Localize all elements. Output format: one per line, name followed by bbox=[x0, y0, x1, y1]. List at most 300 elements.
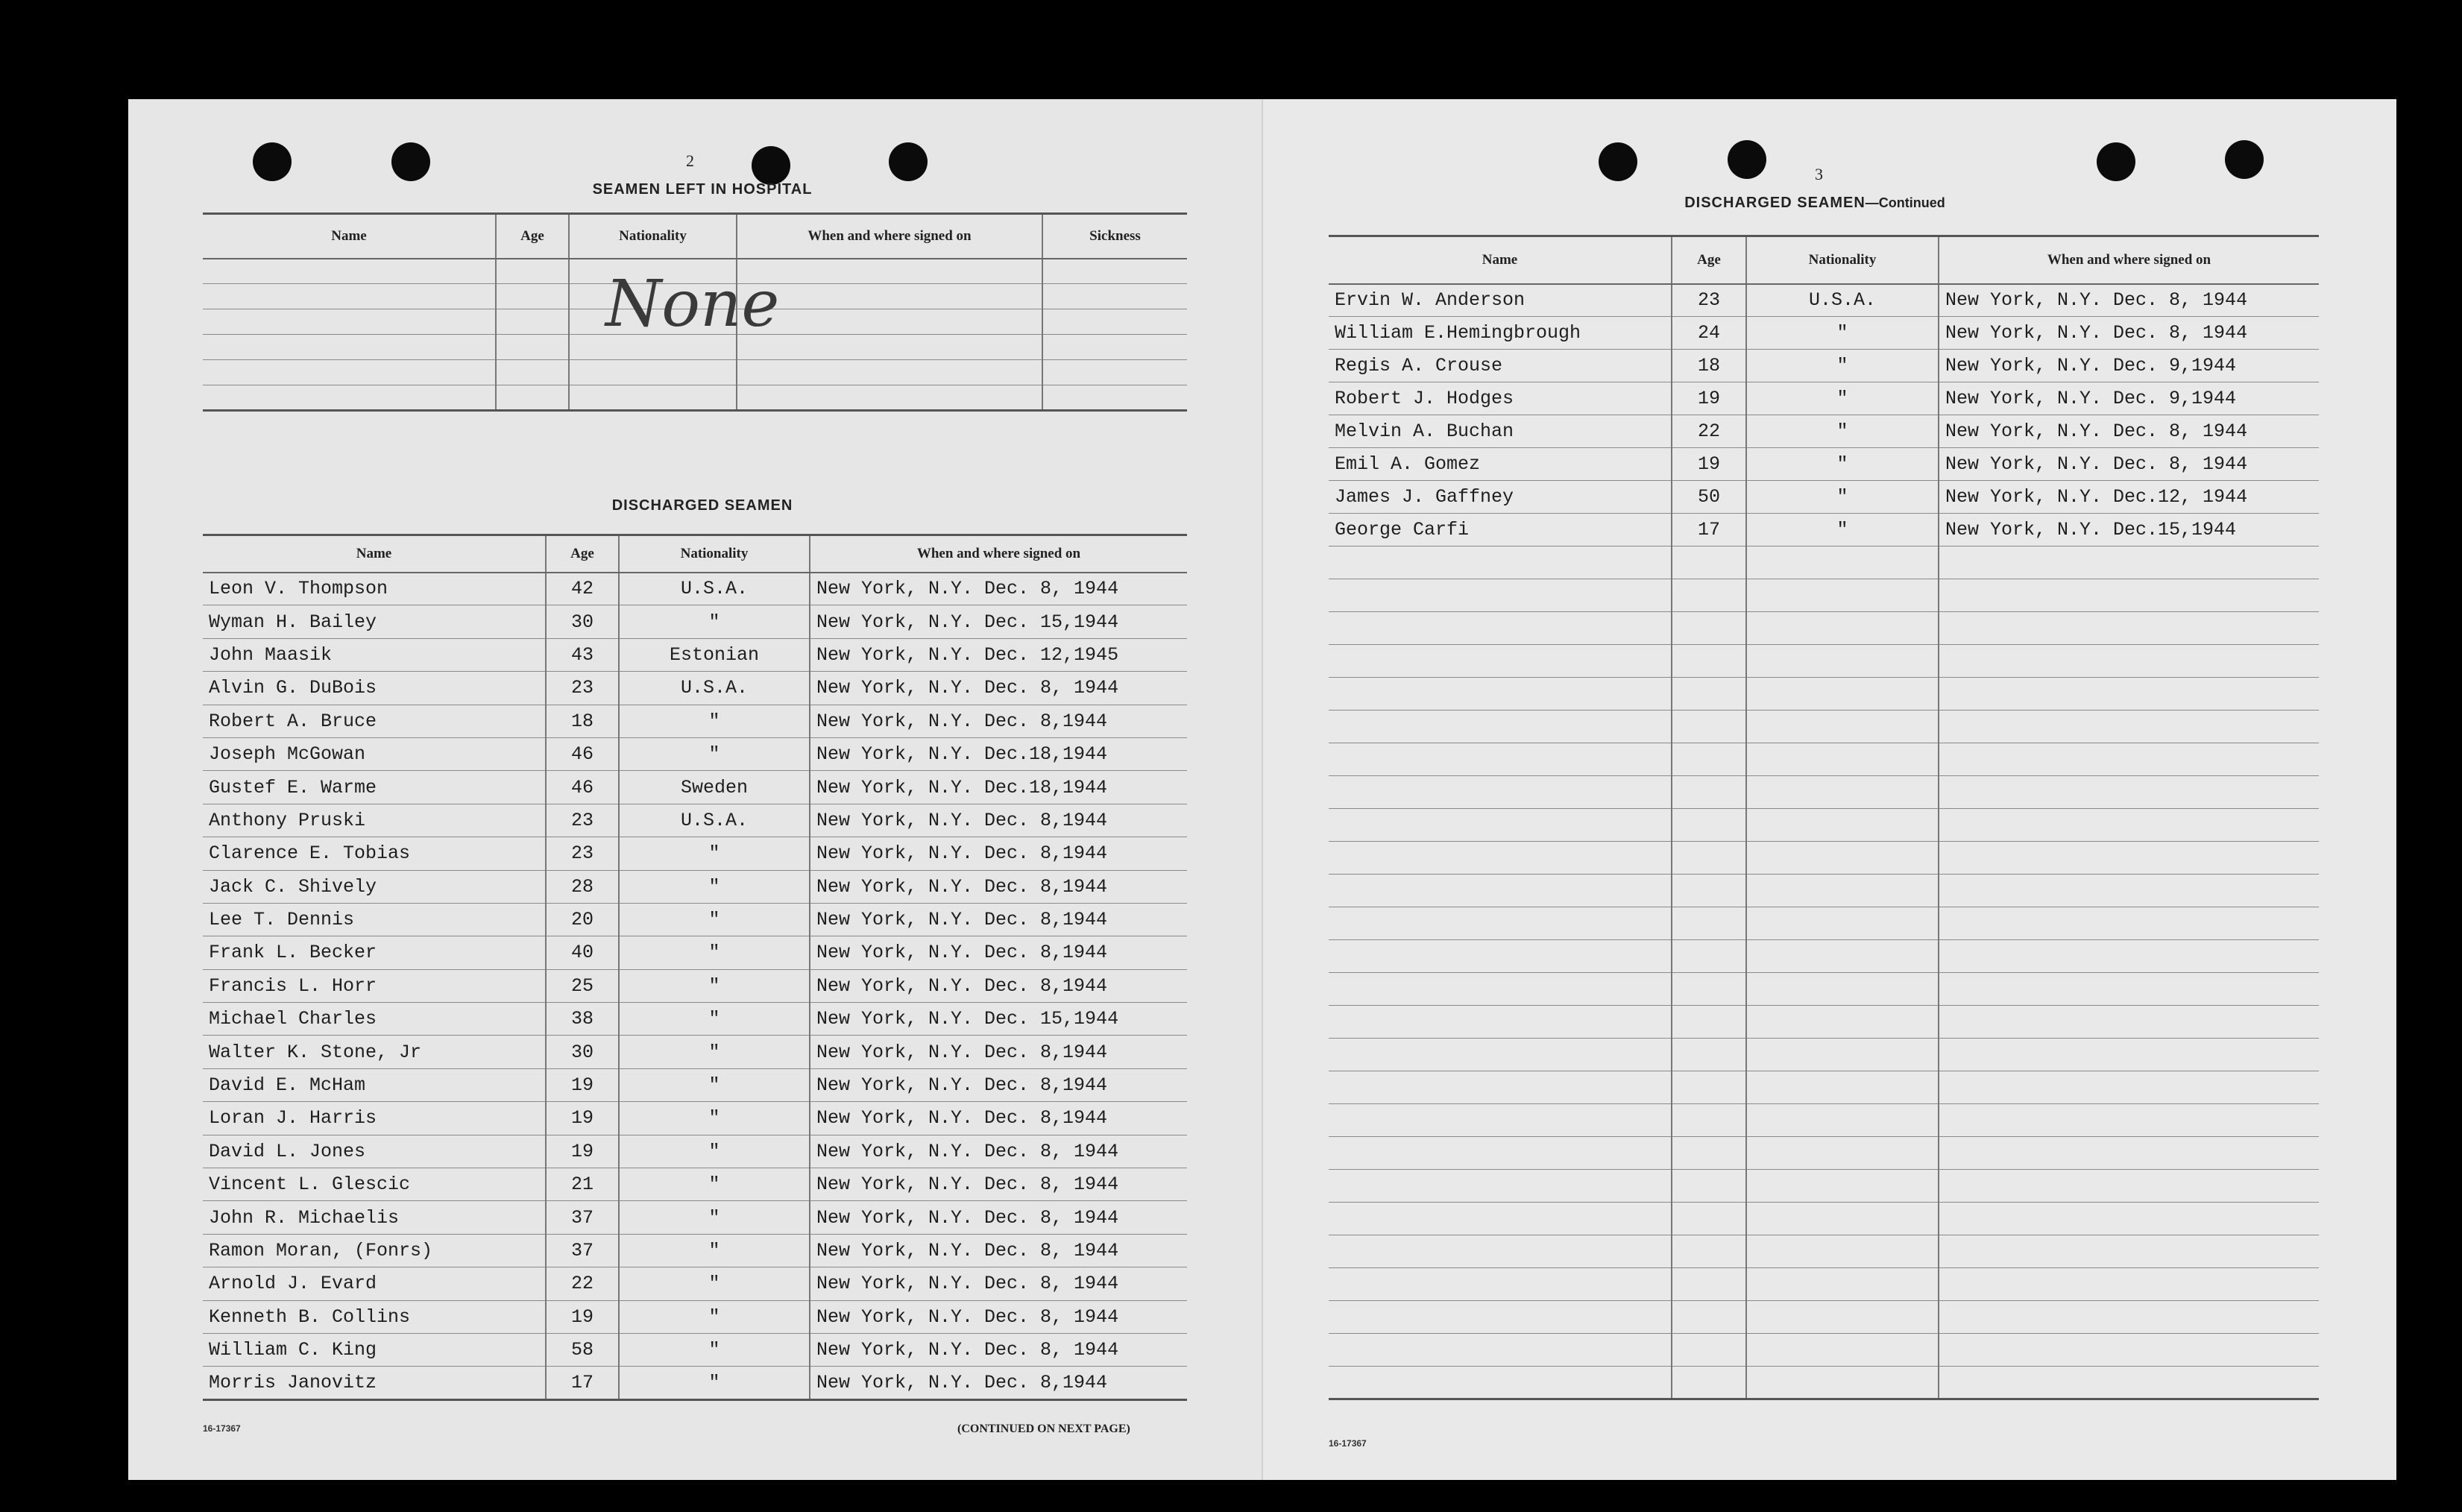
table-row bbox=[203, 605, 1187, 638]
blank-cell bbox=[1939, 1104, 2319, 1137]
seaman-age: 19 bbox=[1672, 382, 1746, 415]
blank-cell bbox=[1939, 973, 2319, 1006]
seaman-age: 23 bbox=[546, 837, 619, 870]
blank-row bbox=[1329, 875, 2319, 907]
blank-row bbox=[1329, 678, 2319, 711]
blank-cell bbox=[1939, 842, 2319, 875]
blank-cell bbox=[1329, 1170, 1672, 1203]
seaman-age: 46 bbox=[546, 737, 619, 770]
seaman-name: Robert J. Hodges bbox=[1329, 382, 1672, 415]
blank-cell bbox=[1329, 743, 1672, 776]
seaman-nationality: " bbox=[619, 1201, 810, 1234]
blank-cell bbox=[1939, 1268, 2319, 1301]
blank-cell bbox=[496, 385, 569, 411]
seaman-name: John Maasik bbox=[203, 638, 546, 671]
signed-on: New York, N.Y. Dec. 8, 1944 bbox=[810, 1201, 1187, 1234]
blank-cell bbox=[737, 284, 1042, 309]
column-header-age: Age bbox=[1672, 236, 1746, 284]
seaman-name: Leon V. Thompson bbox=[203, 573, 546, 605]
table-row bbox=[203, 804, 1187, 837]
blank-cell bbox=[1329, 678, 1672, 711]
signed-on: New York, N.Y. Dec. 8,1944 bbox=[810, 705, 1187, 737]
blank-cell bbox=[203, 284, 496, 309]
blank-cell bbox=[737, 259, 1042, 284]
signed-on: New York, N.Y. Dec. 8, 1944 bbox=[1939, 448, 2319, 481]
blank-row bbox=[1329, 612, 2319, 645]
seaman-name: William C. King bbox=[203, 1333, 546, 1366]
seaman-name: Regis A. Crouse bbox=[1329, 350, 1672, 382]
hospital-section-title: SEAMEN LEFT IN HOSPITAL bbox=[592, 181, 813, 198]
blank-row bbox=[203, 385, 1187, 411]
blank-cell bbox=[1672, 940, 1746, 973]
blank-cell bbox=[1672, 875, 1746, 907]
signed-on: New York, N.Y. Dec. 8,1944 bbox=[810, 1367, 1187, 1399]
signed-on: New York, N.Y. Dec. 8,1944 bbox=[810, 1102, 1187, 1135]
continued-note: (CONTINUED ON NEXT PAGE) bbox=[957, 1423, 1130, 1435]
blank-cell bbox=[1672, 1367, 1746, 1399]
seaman-age: 23 bbox=[1672, 284, 1746, 317]
seaman-age: 18 bbox=[546, 705, 619, 737]
blank-cell bbox=[1672, 1334, 1746, 1367]
column-header-name: Name bbox=[203, 535, 546, 573]
seaman-age: 19 bbox=[546, 1135, 619, 1168]
blank-cell bbox=[203, 335, 496, 360]
seaman-nationality: " bbox=[619, 1168, 810, 1201]
blank-cell bbox=[1672, 1301, 1746, 1334]
seaman-name: Ramon Moran, (Fonrs) bbox=[203, 1234, 546, 1267]
punch-hole bbox=[1599, 142, 1637, 181]
discharged-table bbox=[203, 534, 1187, 1401]
blank-cell bbox=[1939, 907, 2319, 940]
column-header-signed-on: When and where signed on bbox=[737, 214, 1042, 259]
punch-hole bbox=[391, 142, 430, 181]
blank-cell bbox=[1746, 645, 1939, 678]
title-text: DISCHARGED SEAMEN bbox=[1684, 195, 1866, 211]
seaman-age: 40 bbox=[546, 936, 619, 969]
column-header-name: Name bbox=[203, 214, 496, 259]
blank-cell bbox=[569, 385, 737, 411]
seaman-nationality: " bbox=[619, 1300, 810, 1333]
blank-cell bbox=[496, 360, 569, 385]
seaman-name: Anthony Pruski bbox=[203, 804, 546, 837]
seaman-name: Loran J. Harris bbox=[203, 1102, 546, 1135]
seaman-age: 19 bbox=[546, 1068, 619, 1101]
signed-on: New York, N.Y. Dec. 8, 1944 bbox=[1939, 284, 2319, 317]
blank-cell bbox=[1329, 546, 1672, 579]
seaman-age: 58 bbox=[546, 1333, 619, 1366]
blank-cell bbox=[1042, 259, 1187, 284]
blank-cell bbox=[1746, 842, 1939, 875]
blank-cell bbox=[1329, 842, 1672, 875]
blank-row bbox=[1329, 973, 2319, 1006]
punch-hole bbox=[1728, 140, 1766, 179]
blank-row bbox=[1329, 1039, 2319, 1071]
blank-row bbox=[1329, 1203, 2319, 1235]
seaman-name: Walter K. Stone, Jr bbox=[203, 1036, 546, 1068]
blank-row bbox=[1329, 940, 2319, 973]
seaman-age: 37 bbox=[546, 1234, 619, 1267]
blank-cell bbox=[1746, 1268, 1939, 1301]
blank-cell bbox=[1329, 1235, 1672, 1268]
blank-cell bbox=[1939, 612, 2319, 645]
page-number: 3 bbox=[1815, 165, 1823, 183]
seaman-nationality: Sweden bbox=[619, 771, 810, 804]
blank-cell bbox=[1939, 1301, 2319, 1334]
signed-on: New York, N.Y. Dec.12, 1944 bbox=[1939, 481, 2319, 514]
signed-on: New York, N.Y. Dec. 8,1944 bbox=[810, 804, 1187, 837]
blank-cell bbox=[1329, 776, 1672, 809]
blank-cell bbox=[1746, 875, 1939, 907]
blank-row bbox=[1329, 1137, 2319, 1170]
blank-cell bbox=[1672, 1006, 1746, 1039]
seaman-nationality: U.S.A. bbox=[1746, 284, 1939, 317]
blank-cell bbox=[1746, 907, 1939, 940]
blank-row bbox=[1329, 645, 2319, 678]
table-row bbox=[1329, 317, 2319, 350]
seaman-age: 42 bbox=[546, 573, 619, 605]
blank-cell bbox=[1329, 940, 1672, 973]
discharged-continued-title bbox=[1621, 195, 2009, 212]
seaman-name: Emil A. Gomez bbox=[1329, 448, 1672, 481]
blank-row bbox=[1329, 579, 2319, 612]
blank-row bbox=[1329, 1071, 2319, 1104]
seaman-name: Joseph McGowan bbox=[203, 737, 546, 770]
blank-cell bbox=[1746, 1071, 1939, 1104]
column-header-nationality: Nationality bbox=[569, 214, 737, 259]
seaman-name: Vincent L. Glescic bbox=[203, 1168, 546, 1201]
blank-cell bbox=[569, 360, 737, 385]
seaman-name: Melvin A. Buchan bbox=[1329, 415, 1672, 448]
blank-cell bbox=[1939, 711, 2319, 743]
blank-cell bbox=[737, 309, 1042, 335]
seaman-nationality: " bbox=[619, 1367, 810, 1399]
blank-cell bbox=[1042, 385, 1187, 411]
seaman-name: John R. Michaelis bbox=[203, 1201, 546, 1234]
blank-cell bbox=[1672, 579, 1746, 612]
blank-cell bbox=[1329, 1268, 1672, 1301]
seaman-name: Arnold J. Evard bbox=[203, 1267, 546, 1300]
seaman-nationality: " bbox=[1746, 514, 1939, 546]
seaman-name: Morris Janovitz bbox=[203, 1367, 546, 1399]
signed-on: New York, N.Y. Dec.18,1944 bbox=[810, 737, 1187, 770]
table-row bbox=[203, 1201, 1187, 1234]
table-row bbox=[203, 903, 1187, 936]
table-row bbox=[1329, 284, 2319, 317]
blank-cell bbox=[1939, 776, 2319, 809]
blank-cell bbox=[1329, 973, 1672, 1006]
handwritten-none-entry: None bbox=[605, 267, 780, 341]
signed-on: New York, N.Y. Dec. 8, 1944 bbox=[810, 672, 1187, 705]
seaman-age: 46 bbox=[546, 771, 619, 804]
table-row bbox=[203, 1267, 1187, 1300]
seaman-nationality: " bbox=[1746, 448, 1939, 481]
seaman-age: 18 bbox=[1672, 350, 1746, 382]
seaman-age: 21 bbox=[546, 1168, 619, 1201]
signed-on: New York, N.Y. Dec. 8,1944 bbox=[810, 870, 1187, 903]
seaman-age: 19 bbox=[546, 1102, 619, 1135]
seaman-nationality: " bbox=[619, 737, 810, 770]
blank-cell bbox=[1746, 809, 1939, 842]
blank-cell bbox=[1939, 546, 2319, 579]
blank-cell bbox=[1746, 1334, 1939, 1367]
left-page bbox=[128, 99, 1262, 1480]
blank-cell bbox=[1746, 776, 1939, 809]
blank-cell bbox=[1042, 309, 1187, 335]
seaman-age: 17 bbox=[1672, 514, 1746, 546]
seaman-nationality: " bbox=[619, 605, 810, 638]
blank-cell bbox=[1329, 1367, 1672, 1399]
blank-cell bbox=[1329, 809, 1672, 842]
signed-on: New York, N.Y. Dec. 8, 1944 bbox=[1939, 415, 2319, 448]
blank-row bbox=[1329, 842, 2319, 875]
table-row bbox=[203, 1003, 1187, 1036]
seaman-age: 19 bbox=[546, 1300, 619, 1333]
blank-cell bbox=[1672, 1268, 1746, 1301]
blank-cell bbox=[1672, 1104, 1746, 1137]
seaman-nationality: " bbox=[619, 936, 810, 969]
seaman-nationality: " bbox=[619, 1003, 810, 1036]
table-row bbox=[203, 1102, 1187, 1135]
blank-row bbox=[1329, 776, 2319, 809]
column-header-nationality: Nationality bbox=[619, 535, 810, 573]
blank-cell bbox=[1746, 1039, 1939, 1071]
blank-cell bbox=[1746, 1104, 1939, 1137]
blank-cell bbox=[737, 360, 1042, 385]
table-row bbox=[203, 837, 1187, 870]
blank-cell bbox=[203, 360, 496, 385]
blank-cell bbox=[1939, 1071, 2319, 1104]
seaman-name: William E.Hemingbrough bbox=[1329, 317, 1672, 350]
table-row bbox=[203, 1135, 1187, 1168]
form-code: 16-17367 bbox=[203, 1423, 241, 1434]
blank-cell bbox=[1672, 842, 1746, 875]
seaman-age: 38 bbox=[546, 1003, 619, 1036]
blank-cell bbox=[1746, 612, 1939, 645]
seaman-nationality: " bbox=[619, 969, 810, 1002]
blank-cell bbox=[1746, 743, 1939, 776]
blank-cell bbox=[1329, 1006, 1672, 1039]
seaman-age: 22 bbox=[546, 1267, 619, 1300]
blank-cell bbox=[1329, 1334, 1672, 1367]
seaman-nationality: " bbox=[619, 1036, 810, 1068]
table-row bbox=[203, 1367, 1187, 1399]
blank-cell bbox=[1939, 1203, 2319, 1235]
seaman-age: 30 bbox=[546, 605, 619, 638]
blank-cell bbox=[203, 259, 496, 284]
blank-row bbox=[1329, 1301, 2319, 1334]
blank-cell bbox=[1672, 546, 1746, 579]
blank-cell bbox=[203, 385, 496, 411]
seaman-age: 50 bbox=[1672, 481, 1746, 514]
discharged-continued-table bbox=[1329, 235, 2319, 1400]
seaman-nationality: " bbox=[1746, 415, 1939, 448]
seaman-nationality: " bbox=[619, 1102, 810, 1135]
blank-cell bbox=[1746, 1367, 1939, 1399]
blank-row bbox=[1329, 1006, 2319, 1039]
column-header-sickness: Sickness bbox=[1042, 214, 1187, 259]
seaman-age: 24 bbox=[1672, 317, 1746, 350]
blank-row bbox=[1329, 809, 2319, 842]
seaman-nationality: " bbox=[619, 705, 810, 737]
signed-on: New York, N.Y. Dec. 12,1945 bbox=[810, 638, 1187, 671]
table-row bbox=[1329, 481, 2319, 514]
signed-on: New York, N.Y. Dec. 8,1944 bbox=[810, 903, 1187, 936]
blank-cell bbox=[1042, 284, 1187, 309]
blank-cell bbox=[1672, 1039, 1746, 1071]
blank-cell bbox=[1939, 1006, 2319, 1039]
table-row bbox=[203, 870, 1187, 903]
blank-cell bbox=[1042, 360, 1187, 385]
blank-cell bbox=[1939, 940, 2319, 973]
seaman-nationality: " bbox=[619, 1267, 810, 1300]
table-row bbox=[203, 1234, 1187, 1267]
signed-on: New York, N.Y. Dec. 8, 1944 bbox=[810, 1168, 1187, 1201]
punch-hole bbox=[253, 142, 292, 181]
signed-on: New York, N.Y. Dec. 8, 1944 bbox=[1939, 317, 2319, 350]
blank-cell bbox=[1329, 1039, 1672, 1071]
signed-on: New York, N.Y. Dec. 8,1944 bbox=[810, 837, 1187, 870]
seaman-name: Jack C. Shively bbox=[203, 870, 546, 903]
form-code: 16-17367 bbox=[1329, 1438, 1367, 1449]
blank-cell bbox=[1746, 1137, 1939, 1170]
punch-hole bbox=[2097, 142, 2135, 181]
seaman-age: 37 bbox=[546, 1201, 619, 1234]
seaman-name: David L. Jones bbox=[203, 1135, 546, 1168]
blank-cell bbox=[1672, 1203, 1746, 1235]
blank-cell bbox=[1939, 875, 2319, 907]
signed-on: New York, N.Y. Dec. 9,1944 bbox=[1939, 382, 2319, 415]
seaman-name: George Carfi bbox=[1329, 514, 1672, 546]
seaman-nationality: " bbox=[1746, 350, 1939, 382]
blank-cell bbox=[1329, 612, 1672, 645]
blank-cell bbox=[1329, 907, 1672, 940]
right-page bbox=[1262, 99, 2396, 1480]
table-row bbox=[203, 1300, 1187, 1333]
blank-cell bbox=[1746, 1006, 1939, 1039]
seaman-age: 23 bbox=[546, 804, 619, 837]
blank-cell bbox=[1746, 1301, 1939, 1334]
punch-hole bbox=[889, 142, 928, 181]
seaman-age: 20 bbox=[546, 903, 619, 936]
discharged-section-title: DISCHARGED SEAMEN bbox=[611, 497, 793, 514]
blank-cell bbox=[1672, 1235, 1746, 1268]
title-suffix: —Continued bbox=[1865, 195, 1945, 210]
table-row bbox=[1329, 514, 2319, 546]
blank-row bbox=[1329, 711, 2319, 743]
blank-cell bbox=[1939, 743, 2319, 776]
column-header-age: Age bbox=[496, 214, 569, 259]
seaman-name: Gustef E. Warme bbox=[203, 771, 546, 804]
seaman-age: 22 bbox=[1672, 415, 1746, 448]
signed-on: New York, N.Y. Dec.18,1944 bbox=[810, 771, 1187, 804]
seaman-age: 43 bbox=[546, 638, 619, 671]
blank-row bbox=[203, 360, 1187, 385]
table-row bbox=[1329, 448, 2319, 481]
table-row bbox=[203, 1068, 1187, 1101]
seaman-nationality: " bbox=[619, 1234, 810, 1267]
blank-cell bbox=[1939, 645, 2319, 678]
blank-cell bbox=[1329, 579, 1672, 612]
punch-hole bbox=[2225, 140, 2264, 179]
seaman-name: James J. Gaffney bbox=[1329, 481, 1672, 514]
signed-on: New York, N.Y. Dec. 8,1944 bbox=[810, 936, 1187, 969]
blank-row bbox=[1329, 1367, 2319, 1399]
blank-cell bbox=[1939, 809, 2319, 842]
signed-on: New York, N.Y. Dec. 8,1944 bbox=[810, 1036, 1187, 1068]
seaman-nationality: " bbox=[1746, 481, 1939, 514]
blank-cell bbox=[1939, 1039, 2319, 1071]
blank-row bbox=[1329, 1235, 2319, 1268]
seaman-age: 28 bbox=[546, 870, 619, 903]
seaman-nationality: " bbox=[619, 870, 810, 903]
table-row bbox=[203, 737, 1187, 770]
signed-on: New York, N.Y. Dec. 8, 1944 bbox=[810, 1135, 1187, 1168]
column-header-signed-on: When and where signed on bbox=[810, 535, 1187, 573]
blank-cell bbox=[1672, 973, 1746, 1006]
table-row bbox=[203, 573, 1187, 605]
blank-cell bbox=[496, 284, 569, 309]
blank-cell bbox=[1746, 1235, 1939, 1268]
blank-cell bbox=[1746, 973, 1939, 1006]
blank-cell bbox=[1939, 678, 2319, 711]
seaman-nationality: " bbox=[619, 903, 810, 936]
seaman-age: 25 bbox=[546, 969, 619, 1002]
blank-cell bbox=[1939, 1235, 2319, 1268]
blank-cell bbox=[1329, 1071, 1672, 1104]
blank-cell bbox=[1672, 612, 1746, 645]
table-row bbox=[203, 638, 1187, 671]
signed-on: New York, N.Y. Dec. 15,1944 bbox=[810, 605, 1187, 638]
blank-cell bbox=[1672, 1137, 1746, 1170]
table-row bbox=[1329, 350, 2319, 382]
seaman-age: 23 bbox=[546, 672, 619, 705]
table-row bbox=[203, 705, 1187, 737]
table-row bbox=[203, 1333, 1187, 1366]
seaman-name: Ervin W. Anderson bbox=[1329, 284, 1672, 317]
blank-row bbox=[1329, 1104, 2319, 1137]
blank-cell bbox=[737, 335, 1042, 360]
blank-cell bbox=[1746, 940, 1939, 973]
seaman-name: Clarence E. Tobias bbox=[203, 837, 546, 870]
blank-row bbox=[1329, 546, 2319, 579]
seaman-nationality: " bbox=[619, 1135, 810, 1168]
seaman-nationality: U.S.A. bbox=[619, 672, 810, 705]
seaman-nationality: " bbox=[1746, 382, 1939, 415]
table-row bbox=[1329, 415, 2319, 448]
blank-cell bbox=[1672, 711, 1746, 743]
column-header-signed-on: When and where signed on bbox=[1939, 236, 2319, 284]
table-row bbox=[203, 969, 1187, 1002]
signed-on: New York, N.Y. Dec. 8, 1944 bbox=[810, 573, 1187, 605]
signed-on: New York, N.Y. Dec. 15,1944 bbox=[810, 1003, 1187, 1036]
blank-cell bbox=[1672, 645, 1746, 678]
blank-cell bbox=[1746, 579, 1939, 612]
blank-cell bbox=[1939, 1367, 2319, 1399]
blank-cell bbox=[737, 385, 1042, 411]
blank-cell bbox=[1672, 907, 1746, 940]
seaman-age: 30 bbox=[546, 1036, 619, 1068]
blank-cell bbox=[1939, 1334, 2319, 1367]
seaman-name: Lee T. Dennis bbox=[203, 903, 546, 936]
blank-cell bbox=[1746, 678, 1939, 711]
signed-on: New York, N.Y. Dec. 8,1944 bbox=[810, 1068, 1187, 1101]
blank-cell bbox=[496, 259, 569, 284]
signed-on: New York, N.Y. Dec. 8, 1944 bbox=[810, 1333, 1187, 1366]
blank-cell bbox=[1746, 546, 1939, 579]
table-row bbox=[1329, 382, 2319, 415]
seaman-nationality: " bbox=[619, 837, 810, 870]
signed-on: New York, N.Y. Dec.15,1944 bbox=[1939, 514, 2319, 546]
